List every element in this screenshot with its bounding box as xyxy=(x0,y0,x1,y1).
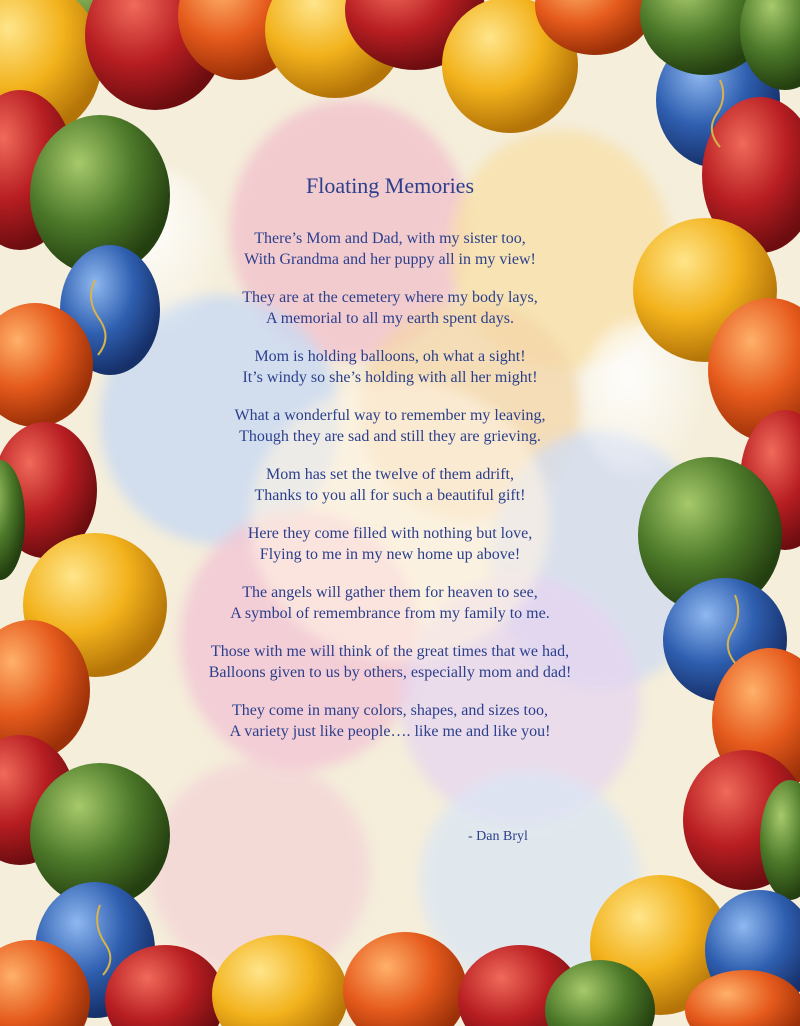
poem-line: They are at the cemetery where my body lays, xyxy=(242,289,538,306)
poem-line: There’s Mom and Dad, with my sister too, xyxy=(254,230,526,247)
stanza-2 xyxy=(140,287,640,329)
poem-author: - Dan Bryl xyxy=(468,829,528,844)
stanza-1 xyxy=(140,228,640,270)
stanza-6 xyxy=(140,523,640,565)
stanza-8 xyxy=(140,641,640,683)
poem-line: A variety just like people…. like me and like you! xyxy=(229,723,551,740)
poem-line: With Grandma and her puppy all in my view! xyxy=(244,251,536,268)
stanza-3 xyxy=(140,346,640,388)
poem-line: Though they are sad and still they are grieving. xyxy=(239,428,541,445)
stanza-7 xyxy=(140,582,640,624)
poem-line: Thanks to you all for such a beautiful gift! xyxy=(254,487,526,504)
poem-line: Flying to me in my new home up above! xyxy=(259,546,521,563)
poem xyxy=(140,160,640,759)
poem-title: Floating Memories xyxy=(305,173,475,198)
poem-line: Mom has set the twelve of them adrift, xyxy=(266,466,514,483)
poem-line: A symbol of remembrance from my family to me. xyxy=(230,605,550,622)
poem-line: Balloons given to us by others, especially mom and dad! xyxy=(208,664,572,681)
stanza-5 xyxy=(140,464,640,506)
poem-line: Here they come filled with nothing but love, xyxy=(247,525,533,542)
poem-line: Those with me will think of the great times that we had, xyxy=(210,643,570,660)
poem-line: A memorial to all my earth spent days. xyxy=(266,310,514,327)
stanza-9 xyxy=(140,700,640,742)
poem-line: They come in many colors, shapes, and sizes too, xyxy=(232,702,548,719)
poem-line: The angels will gather them for heaven to see, xyxy=(242,584,538,601)
poem-line: What a wonderful way to remember my leaving, xyxy=(234,407,546,424)
stanza-4 xyxy=(140,405,640,447)
poem-line: Mom is holding balloons, oh what a sight! xyxy=(254,348,526,365)
poem-line: It’s windy so she’s holding with all her might! xyxy=(242,369,538,386)
